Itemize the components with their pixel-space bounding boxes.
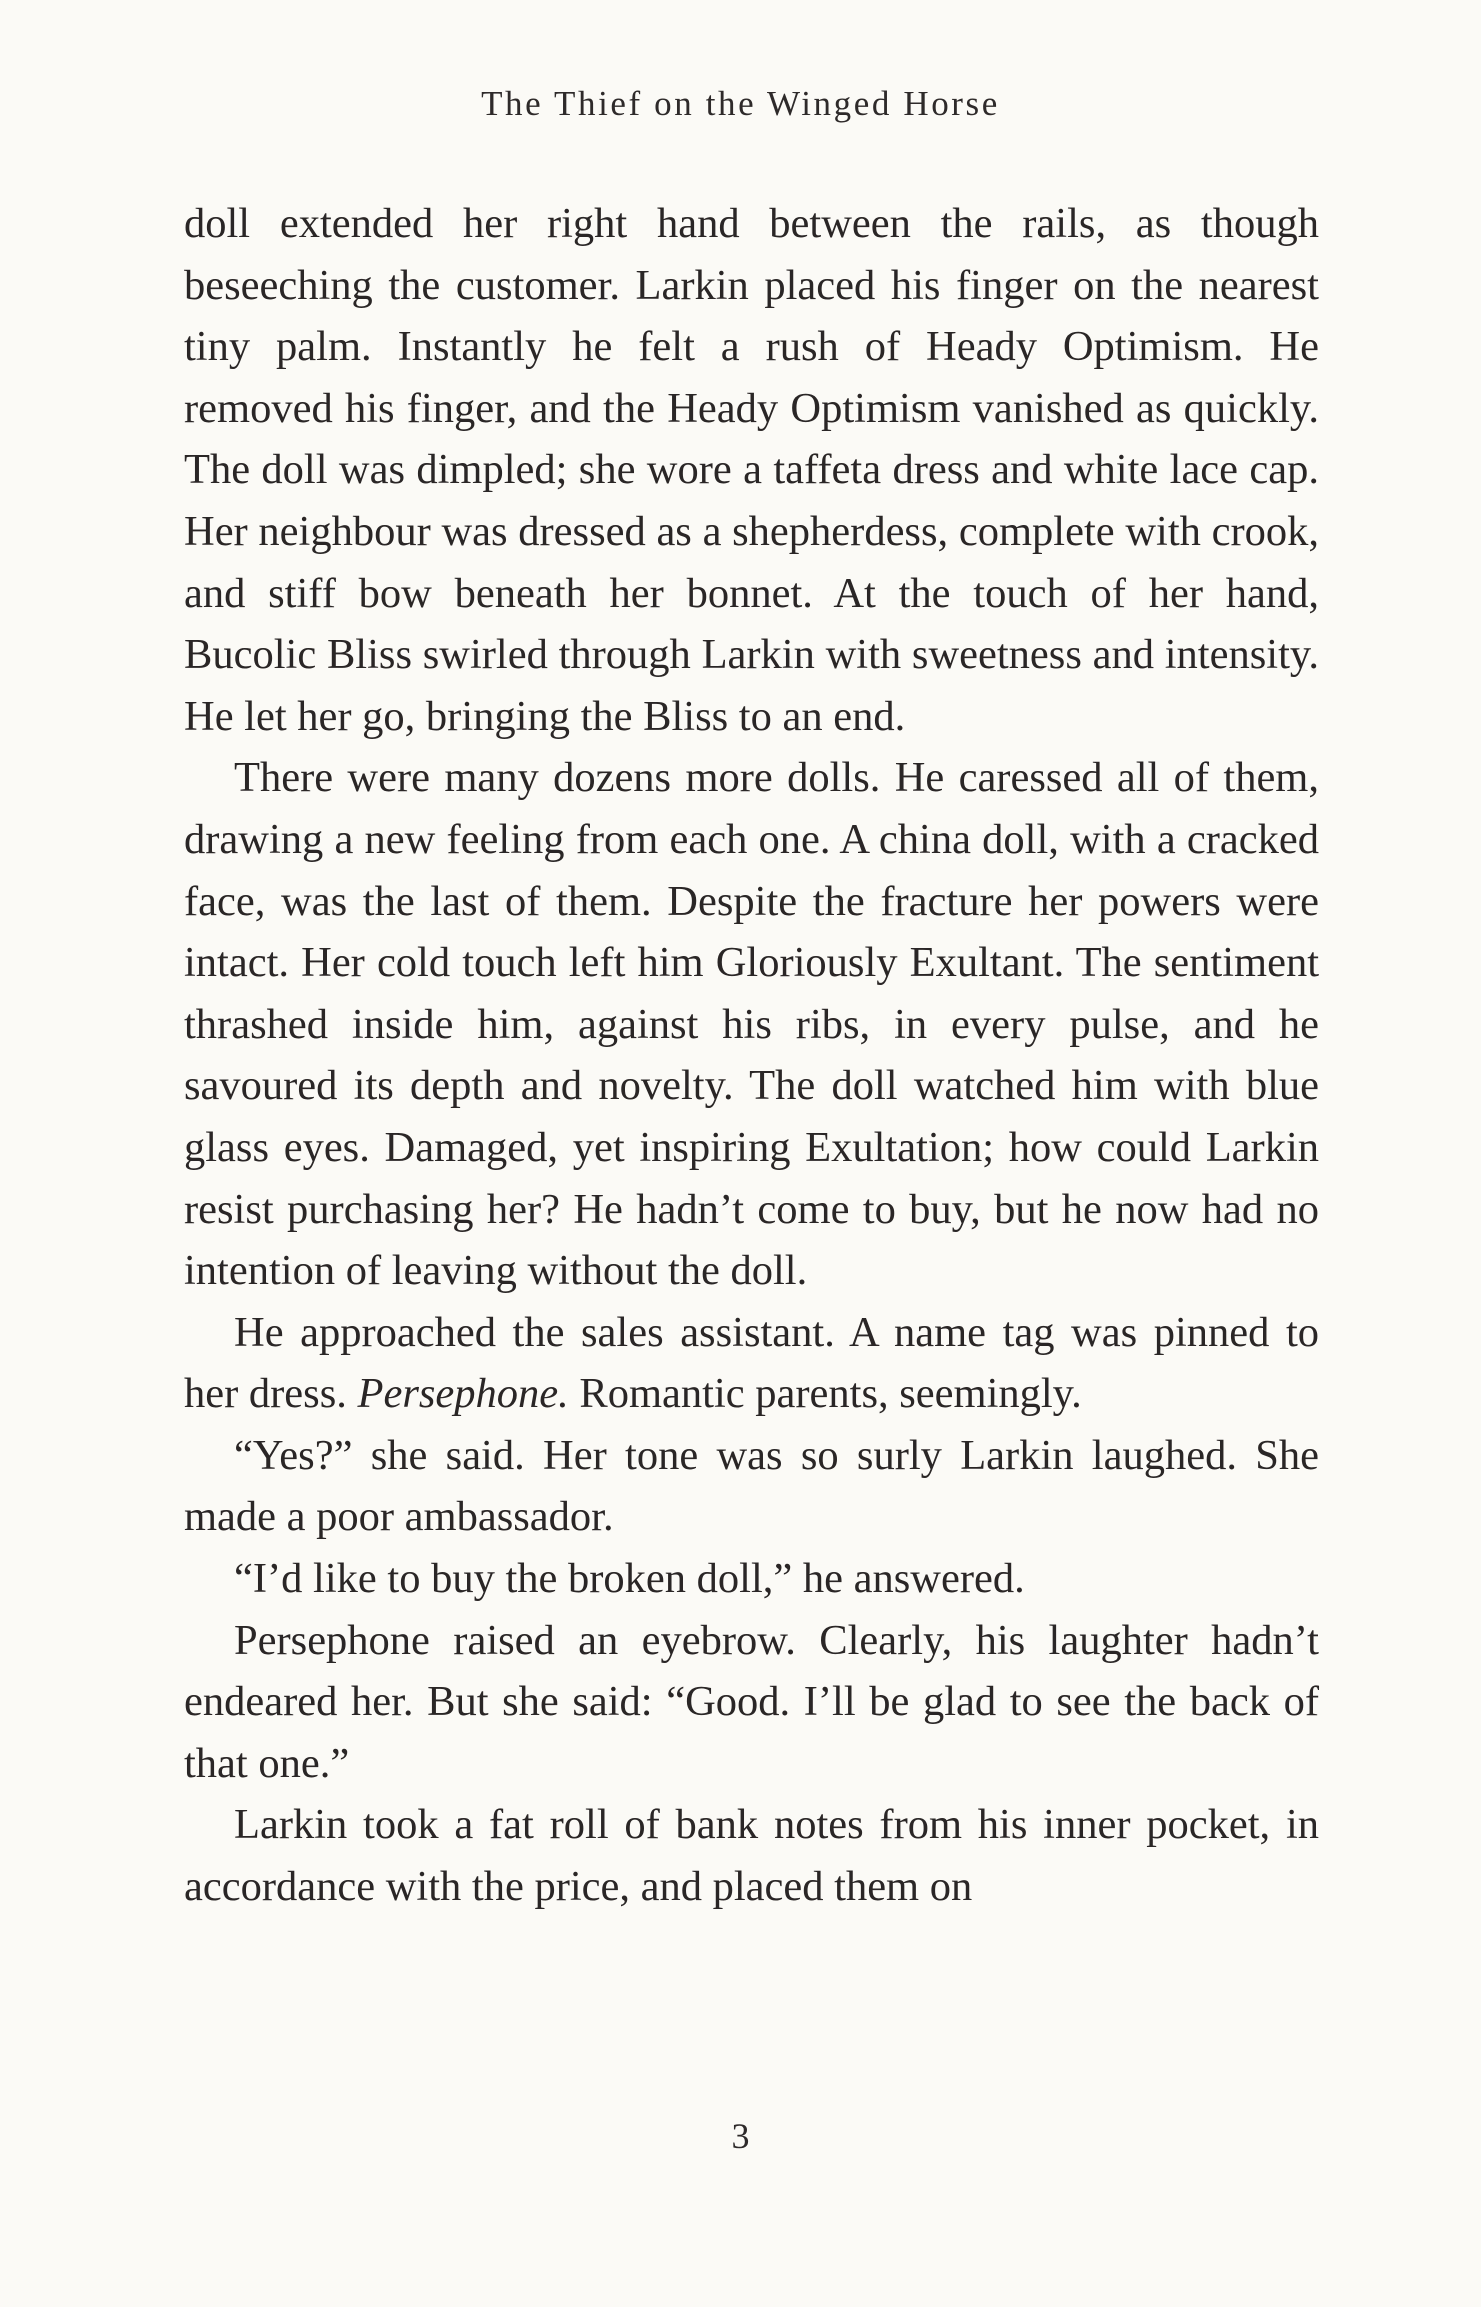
paragraph-last: Larkin took a fat roll of bank notes from his inner pocket, in accordance with the price, and placed them on [184, 1801, 1319, 1911]
italic-name: Persephone. [357, 1370, 569, 1418]
paragraph: Persephone raised an eyebrow. Clearly, his laughter hadn’t endeared her. But she said: “Good. I’ll be glad to see the back of that one.” [184, 1616, 1319, 1787]
running-head: The Thief on the Winged Horse [481, 84, 1000, 123]
paragraph-continued: doll extended her right hand between the rails, as though beseeching the customer. Larkin placed his finger on the nearest tiny palm. Instantly he felt a rush of Heady Optimism. He removed his finger, and the Heady Optimism vanished as quickly. The doll was dimpled; she wore a taffeta dress and white lace cap. Her neighbour was dressed as a shepherdess, complete with crook, and stiff bow beneath her bonnet. At the touch of her hand, Bucolic Bliss swirled through Larkin with sweetness and intensity. He let her go, bringing the Bliss to an end. [184, 200, 1319, 740]
paragraph-text: He approached the sales assistant. A name tag was pinned to her dress. [184, 1308, 1319, 1418]
paragraph [184, 1302, 1319, 1425]
paragraph: “I’d like to buy the broken doll,” he answered. [234, 1555, 1025, 1603]
paragraph: There were many dozens more dolls. He caressed all of them, drawing a new feeling from each one. A china doll, with a cracked face, was the last of them. Despite the fracture her powers were intact. Her cold touch left him Gloriously Exultant. The sentiment thrashed inside him, against his ribs, in every pulse, and he savoured its depth and novelty. The doll watched him with blue glass eyes. Damaged, yet inspiring Exultation; how could Larkin resist purchasing her? He hadn’t come to buy, but he now had no intention of leaving without the doll. [184, 754, 1319, 1295]
paragraph-text: Romantic parents, seemingly. [568, 1370, 1082, 1418]
paragraph: “Yes?” she said. Her tone was so surly Larkin laughed. She made a poor ambassador. [184, 1431, 1319, 1541]
body-text [184, 193, 1319, 1918]
page-number: 3 [731, 2116, 750, 2156]
